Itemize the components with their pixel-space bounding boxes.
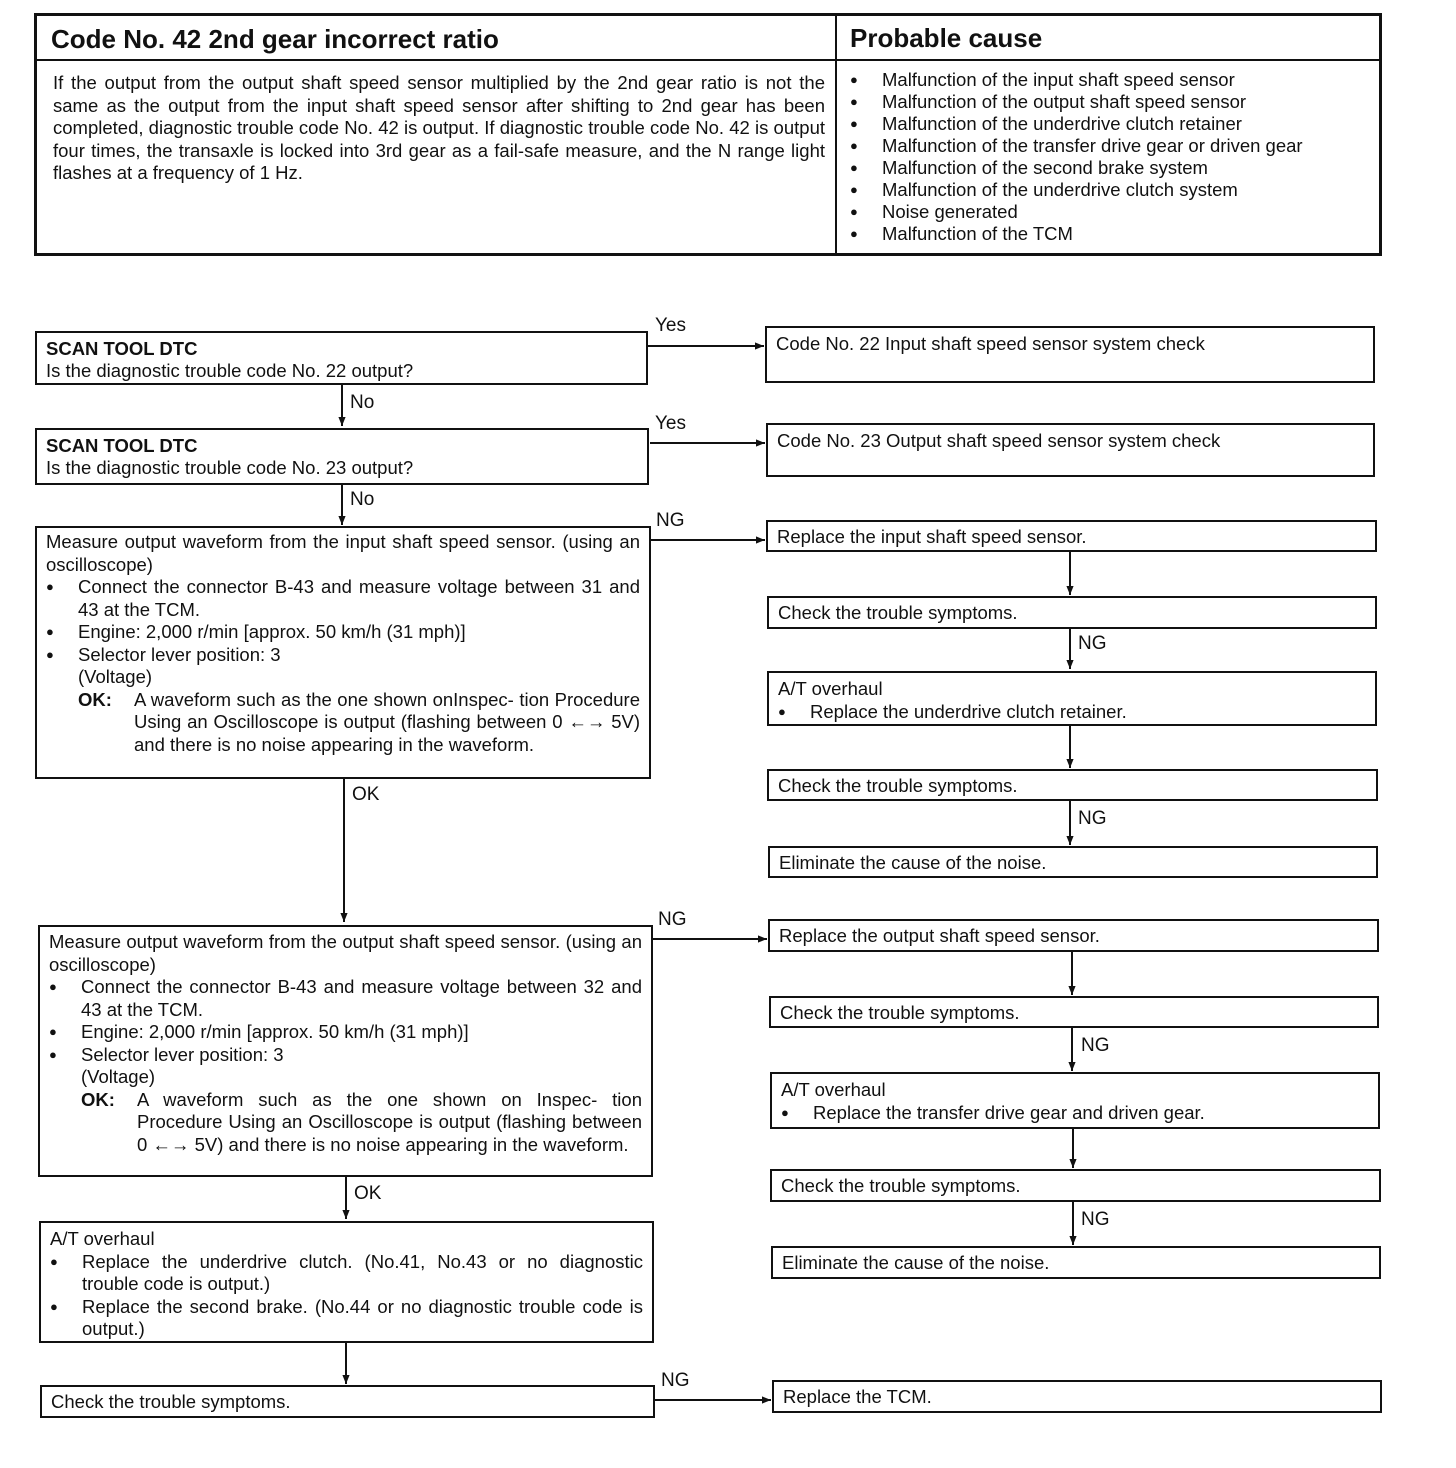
ok-text: A waveform such as the one shown onInspec- tion Procedure Using an Oscilloscope is output (flashing between 0 ←→ 5V) and there is no noise appearing in the waveform. <box>134 688 640 755</box>
step-output-item: ● Selector lever position: 3 <box>49 1044 642 1067</box>
step-input-ok-criteria <box>46 689 640 757</box>
step-output-voltage: (Voltage) <box>81 1066 156 1087</box>
step-input-voltage: (Voltage) <box>78 666 153 687</box>
cause-item: ● Malfunction of the TCM <box>850 223 1380 245</box>
label-yes: Yes <box>655 315 686 336</box>
step-input-item: ● Engine: 2,000 r/min [approx. 50 km/h (31 mph)] <box>46 621 640 644</box>
label-ng: NG <box>1078 808 1107 829</box>
step-dtc23-question: Is the diagnostic trouble code No. 23 output? <box>46 457 414 478</box>
step-output-item: ● Connect the connector B-43 and measure voltage between 32 and 43 at the TCM. <box>49 976 642 1021</box>
result-code22: Code No. 22 Input shaft speed sensor system check <box>765 326 1375 383</box>
step-output-measure <box>38 925 653 1177</box>
step-dtc22 <box>35 331 648 385</box>
step-input-intro: Measure output waveform from the input shaft speed sensor. (using an oscilloscope) <box>46 531 640 575</box>
step-overhaul-item: ● Replace the second brake. (No.44 or no diagnostic trouble code is output.) <box>50 1296 643 1341</box>
label-ng: NG <box>658 909 687 930</box>
ok-text: A waveform such as the one shown on Inspec- tion Procedure Using an Oscilloscope is output (flashing between 0 ←→ 5V) and there is no noise appearing in the waveform. <box>137 1088 642 1155</box>
result-overhaul-a <box>767 671 1377 726</box>
step-dtc23 <box>35 428 649 485</box>
step-dtc23-title: SCAN TOOL DTC <box>46 435 198 456</box>
label-ok: OK <box>352 784 380 805</box>
cause-item: ● Malfunction of the underdrive clutch retainer <box>850 113 1380 135</box>
step-output-item: ● Engine: 2,000 r/min [approx. 50 km/h (31 mph)] <box>49 1021 642 1044</box>
step-check-final: Check the trouble symptoms. <box>40 1385 655 1418</box>
ok-label: OK: <box>81 1088 115 1110</box>
cause-item: ● Malfunction of the second brake system <box>850 157 1380 179</box>
result-replace-input-sensor: Replace the input shaft speed sensor. <box>766 520 1377 552</box>
code-description: If the output from the output shaft speed sensor multiplied by the 2nd gear ratio is not the same as the output from the input shaft speed sensor after shifting to 2nd gear has been completed, diagnostic trouble code No. 42 is output. If diagnostic trouble code No. 42 is output four times, the transaxle is locked into 3rd gear as a fail-safe measure, and the N range light flashes at a frequency of 1 Hz. <box>53 72 825 183</box>
step-overhaul-item: ● Replace the underdrive clutch. (No.41, No.43 or no diagnostic trouble code is output.) <box>50 1251 643 1296</box>
step-overhaul-main <box>39 1221 654 1343</box>
result-check-b2: Check the trouble symptoms. <box>770 1169 1381 1202</box>
label-ng: NG <box>1081 1209 1110 1230</box>
cause-item: ● Malfunction of the output shaft speed sensor <box>850 91 1380 113</box>
code-title: Code No. 42 2nd gear incorrect ratio <box>51 24 499 54</box>
probable-cause-title: Probable cause <box>850 23 1043 53</box>
step-input-item: ● Selector lever position: 3 <box>46 644 640 667</box>
cause-item: ● Malfunction of the input shaft speed sensor <box>850 69 1380 91</box>
result-eliminate-noise-a: Eliminate the cause of the noise. <box>768 846 1378 878</box>
cause-item: ● Malfunction of the underdrive clutch system <box>850 179 1380 201</box>
label-ok: OK <box>354 1183 382 1204</box>
result-overhaul-b-item: ● Replace the transfer drive gear and driven gear. <box>781 1102 1369 1125</box>
label-ng: NG <box>656 510 685 531</box>
result-code23: Code No. 23 Output shaft speed sensor system check <box>766 423 1375 477</box>
label-ng: NG <box>661 1370 690 1391</box>
result-check-b1: Check the trouble symptoms. <box>769 996 1379 1028</box>
result-overhaul-b-title: A/T overhaul <box>781 1079 886 1100</box>
result-overhaul-a-title: A/T overhaul <box>778 678 883 699</box>
result-check-a2: Check the trouble symptoms. <box>767 769 1378 801</box>
cause-item: ● Noise generated <box>850 201 1380 223</box>
step-input-item: ● Connect the connector B-43 and measure voltage between 31 and 43 at the TCM. <box>46 576 640 621</box>
label-yes: Yes <box>655 413 686 434</box>
cause-item: ● Malfunction of the transfer drive gear or driven gear <box>850 135 1380 157</box>
step-overhaul-title: A/T overhaul <box>50 1228 155 1249</box>
label-ng: NG <box>1078 633 1107 654</box>
step-dtc22-question: Is the diagnostic trouble code No. 22 output? <box>46 360 414 381</box>
result-replace-tcm: Replace the TCM. <box>772 1380 1382 1413</box>
ok-label: OK: <box>78 688 112 710</box>
step-output-ok-criteria <box>49 1089 642 1157</box>
result-overhaul-b <box>770 1072 1380 1129</box>
step-input-measure <box>35 526 651 779</box>
label-no: No <box>350 392 375 413</box>
result-check-a1: Check the trouble symptoms. <box>767 596 1377 629</box>
result-replace-output-sensor: Replace the output shaft speed sensor. <box>768 919 1379 952</box>
result-eliminate-noise-b: Eliminate the cause of the noise. <box>771 1246 1381 1279</box>
label-no: No <box>350 489 375 510</box>
result-overhaul-a-item: ● Replace the underdrive clutch retainer. <box>778 701 1366 724</box>
label-ng: NG <box>1081 1035 1110 1056</box>
step-dtc22-title: SCAN TOOL DTC <box>46 338 198 359</box>
step-output-intro: Measure output waveform from the output shaft speed sensor. (using an oscilloscope) <box>49 931 642 975</box>
